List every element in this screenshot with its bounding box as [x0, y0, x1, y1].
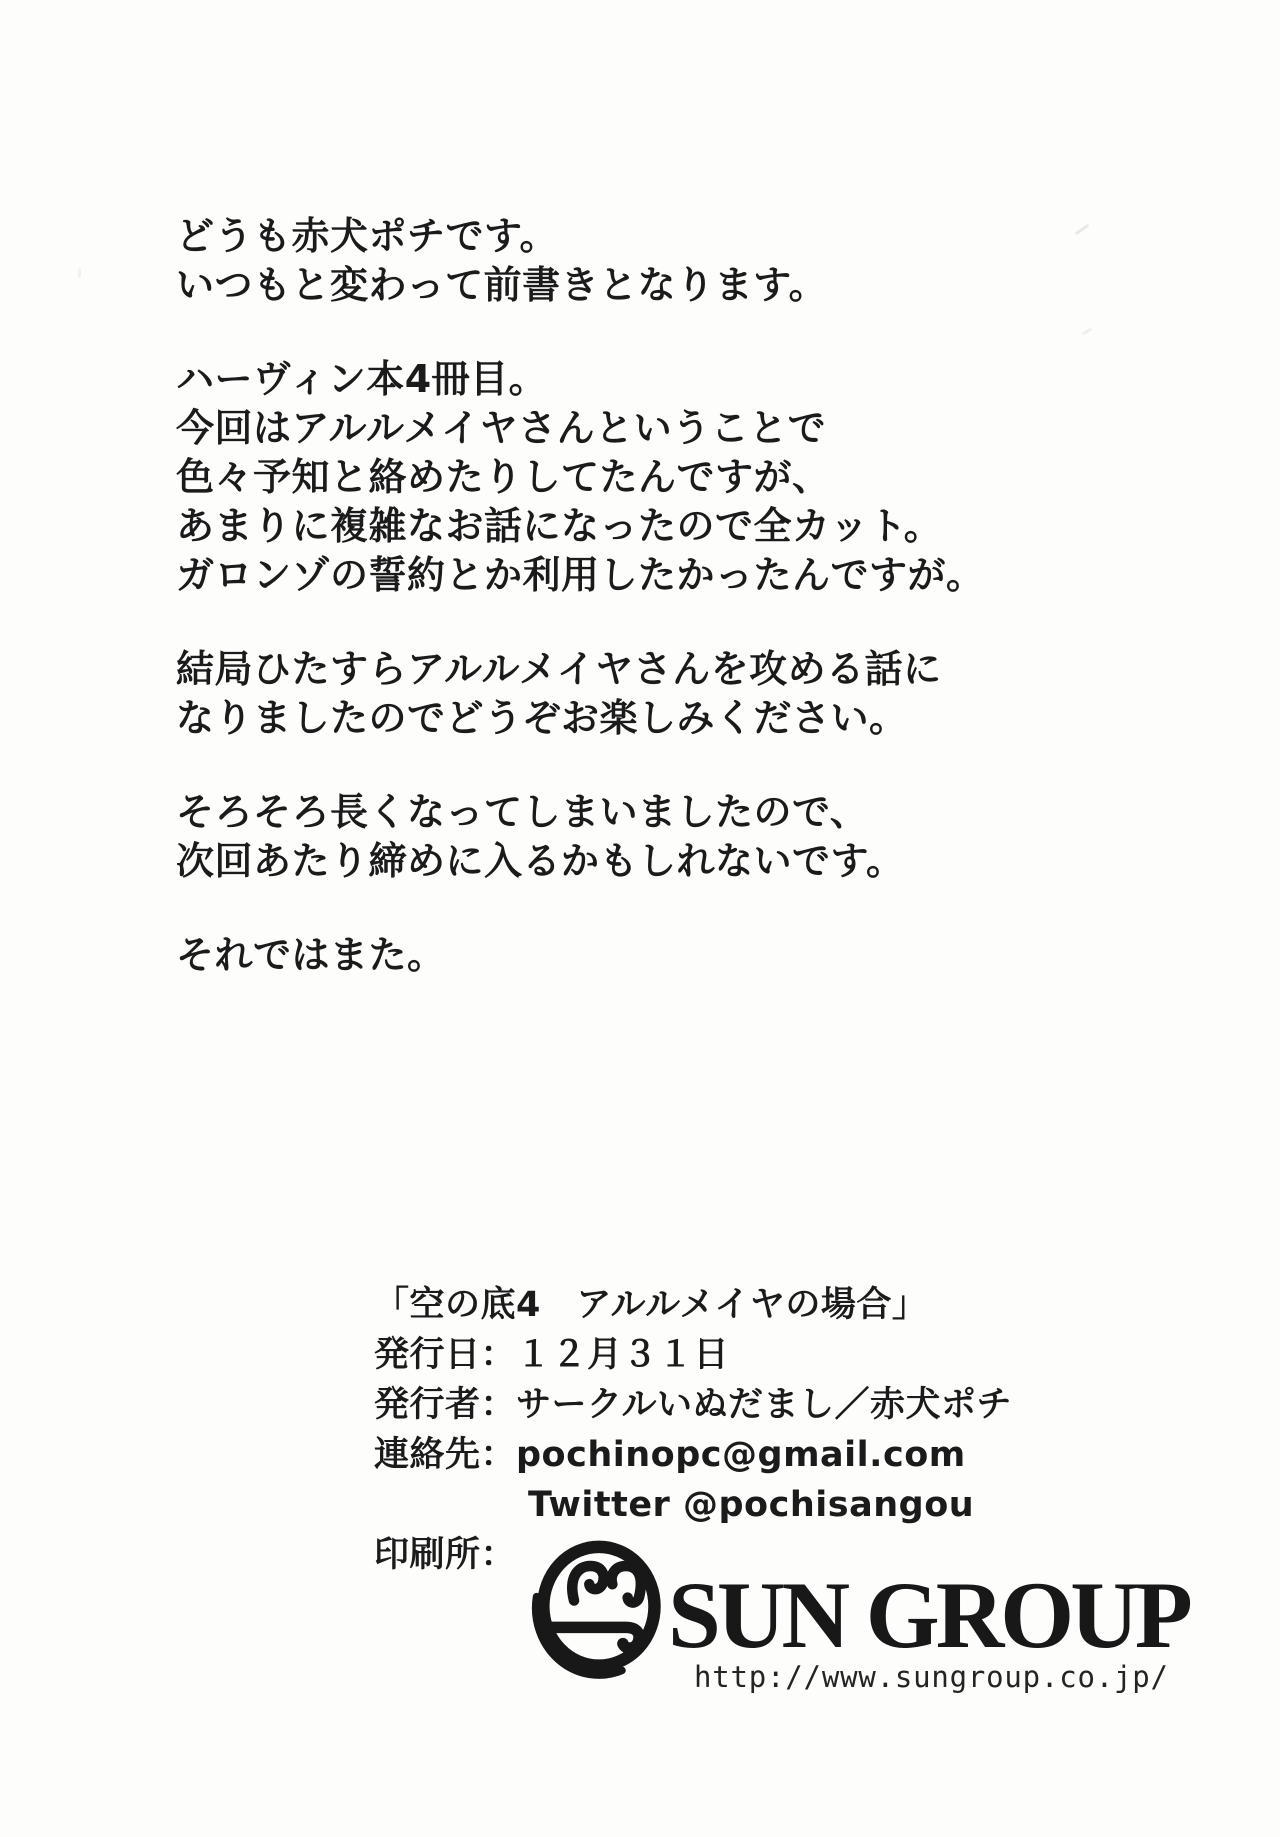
afterword-line: ガロンゾの誓約とか利用したかったんですが。: [176, 553, 985, 597]
colophon-publisher: 発行者：サークルいぬだまし／赤犬ポチ: [374, 1385, 1012, 1425]
colophon-publish-date: 発行日：１２月３１日: [374, 1335, 730, 1375]
printer-name: SUN GROUP: [668, 1562, 1189, 1668]
afterword-paragraph: [176, 645, 985, 743]
afterword-paragraph: [176, 931, 985, 980]
afterword-text: [176, 212, 985, 1025]
afterword-line: ハーヴィン本4冊目。: [176, 357, 548, 401]
afterword-line: いつもと変わって前書きとなります。: [176, 263, 828, 307]
colophon-contact-twitter: Twitter @pochisangou: [528, 1485, 975, 1525]
colophon-book-title: 「空の底4 アルルメイヤの場合」: [374, 1285, 928, 1325]
colophon-printer-label: 印刷所：: [374, 1535, 517, 1575]
afterword-paragraph: [176, 212, 985, 310]
scan-artifact: [1082, 328, 1092, 336]
afterword-line: そろそろ長くなってしまいましたので、: [176, 790, 869, 834]
scan-artifact: [1075, 224, 1090, 236]
afterword-paragraph: [176, 355, 985, 600]
afterword-line: 次回あたり締めに入るかもしれないです。: [176, 839, 905, 883]
afterword-line: なりましたのでどうぞお楽しみください。: [176, 696, 908, 740]
colophon-contact-email: 連絡先：pochinopc@gmail.com: [374, 1435, 966, 1475]
afterword-line: 今回はアルルメイヤさんということで: [176, 406, 827, 450]
afterword-paragraph: [176, 788, 985, 886]
afterword-line: あまりに複雑なお話になったので全カット。: [176, 504, 943, 548]
afterword-line: どうも赤犬ポチです。: [176, 214, 558, 258]
scan-artifact: [78, 268, 81, 278]
afterword-line: 色々予知と絡めたりしてたんですが、: [176, 455, 831, 499]
printer-url: http://www.sungroup.co.jp/: [694, 1660, 1169, 1694]
sun-group-logo-icon: [528, 1536, 666, 1688]
afterword-line: それではまた。: [176, 933, 446, 977]
colophon: [374, 1280, 1012, 1580]
afterword-line: 結局ひたすらアルルメイヤさんを攻める話に: [176, 647, 942, 691]
